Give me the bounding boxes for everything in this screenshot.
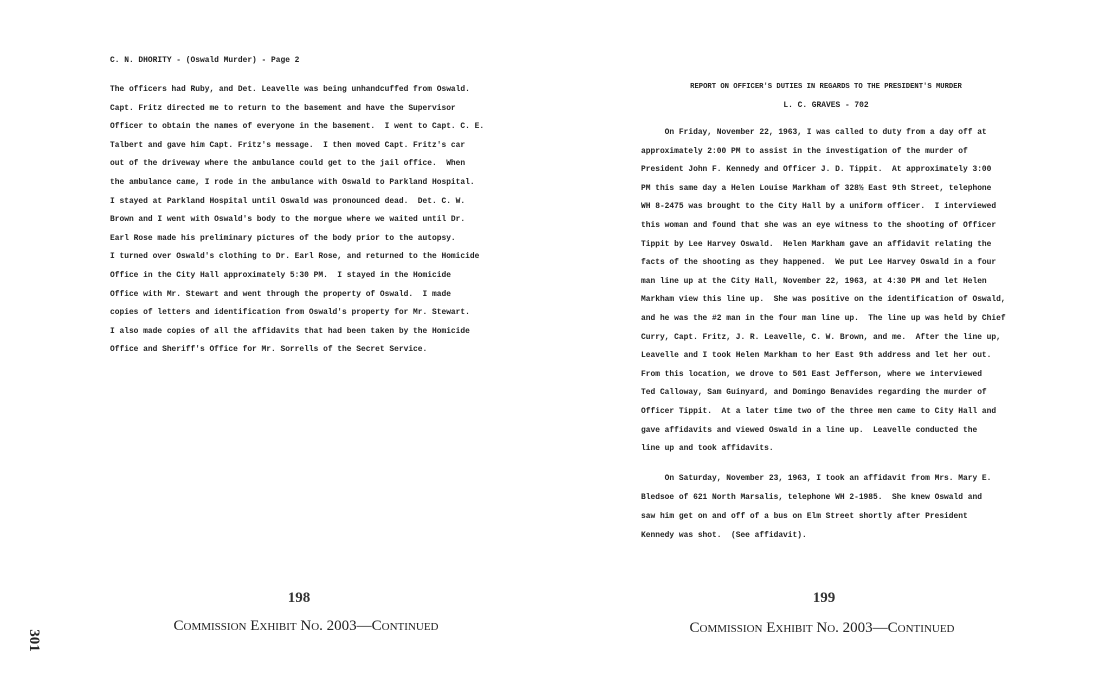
text-line: Officer to obtain the names of everyone in the basement. I went to Capt. C. E. (110, 122, 485, 132)
text-line: the ambulance came, I rode in the ambulance with Oswald to Parkland Hospital. (110, 178, 475, 187)
text-line: approximately 2:00 PM to assist in the investigation of the murder of (641, 146, 968, 156)
text-line: out of the driveway where the ambulance could get to the jail office. When (110, 159, 466, 169)
text-line: Leavelle and I took Helen Markham to her East 9th address and let her out. (641, 351, 992, 361)
text-line: man line up at the City Hall, November 22, 1963, at 4:30 PM and let Helen (641, 276, 987, 286)
text-line: Officer Tippit. At a later time two of the three men came to City Hall and (641, 407, 997, 416)
text-line: facts of the shooting as they happened. We put Lee Harvey Oswald in a four (641, 258, 997, 268)
text-line: Curry, Capt. Fritz, J. R. Leavelle, C. W. Brown, and me. After the line up, (641, 332, 1001, 342)
text-line: From this location, we drove to 501 East Jefferson, where we interviewed (641, 369, 982, 379)
text-line: Office and Sheriff's Office for Mr. Sorrells of the Secret Service. (110, 345, 428, 355)
text-line: WH 8-2475 was brought to the City Hall by a uniform officer. I interviewed (641, 202, 997, 212)
text-line: Tippit by Lee Harvey Oswald. Helen Markham gave an affidavit relating the (641, 239, 992, 249)
right-page-caption: Commission Exhibit No. 2003—Continued (689, 620, 955, 636)
text-line: I also made copies of all the affidavits that had been taken by the Homicide (110, 326, 470, 336)
text-line: Bledsoe of 621 North Marsalis, telephone WH 2-1985. She knew Oswald and (641, 493, 982, 502)
text-line: Office with Mr. Stewart and went through the property of Oswald. I made (110, 289, 451, 299)
text-line: Ted Calloway, Sam Guinyard, and Domingo Benavides regarding the murder of (641, 388, 987, 398)
text-line: President John F. Kennedy and Officer J. D. Tippit. At approximately 3:00 (641, 165, 992, 175)
text-line: saw him get on and off of a bus on Elm Street shortly after President (641, 512, 968, 521)
text-line: PM this same day a Helen Louise Markham of 328½ East 9th Street, telephone (641, 183, 992, 193)
text-line: copies of letters and identification from Oswald's property for Mr. Stewart. (110, 308, 470, 318)
text-line: Earl Rose made his preliminary pictures of the body prior to the autopsy. (110, 233, 456, 243)
left-page-header: C. N. DHORITY - (Oswald Murder) - Page 2 (110, 56, 300, 65)
text-line: Capt. Fritz directed me to return to the basement and have the Supervisor (110, 103, 456, 113)
text-line: On Friday, November 22, 1963, I was called to duty from a day off at (641, 128, 987, 137)
text-line: Office in the City Hall approximately 5:30 PM. I stayed in the Homicide (110, 271, 451, 280)
text-line: Brown and I went with Oswald's body to the morgue where we waited until Dr. (110, 215, 466, 225)
report-subtitle: L. C. GRAVES - 702 (783, 101, 869, 110)
right-page-number: 199 (812, 590, 836, 606)
text-line: On Saturday, November 23, 1963, I took an affidavit from Mrs. Mary E. (641, 474, 992, 483)
text-line: Markham view this line up. She was positive on the identification of Oswald, (641, 295, 1006, 305)
text-line: I turned over Oswald's clothing to Dr. Earl Rose, and returned to the Homicide (110, 252, 480, 262)
text-line: I stayed at Parkland Hospital until Oswald was pronounced dead. Det. C. W. (110, 196, 466, 206)
left-page-number: 198 (287, 590, 311, 606)
volume-page-number: 301 (25, 629, 42, 652)
text-line: gave affidavits and viewed Oswald in a line up. Leavelle conducted the (641, 425, 978, 435)
left-page-caption: Commission Exhibit No. 2003—Continued (173, 618, 439, 634)
text-line: this woman and found that she was an eye witness to the shooting of Officer (641, 221, 997, 230)
text-line: line up and took affidavits. (641, 444, 774, 454)
report-title: REPORT ON OFFICER'S DUTIES IN REGARDS TO THE PRESIDENT'S MURDER (690, 83, 962, 91)
text-line: and he was the #2 man in the four man line up. The line up was held by Chief (641, 314, 1006, 323)
text-line: Talbert and gave him Capt. Fritz's message. I then moved Capt. Fritz's car (110, 140, 466, 150)
text-line: The officers had Ruby, and Det. Leavelle was being unhandcuffed from Oswald. (110, 85, 470, 94)
text-line: Kennedy was shot. (See affidavit). (641, 531, 807, 540)
